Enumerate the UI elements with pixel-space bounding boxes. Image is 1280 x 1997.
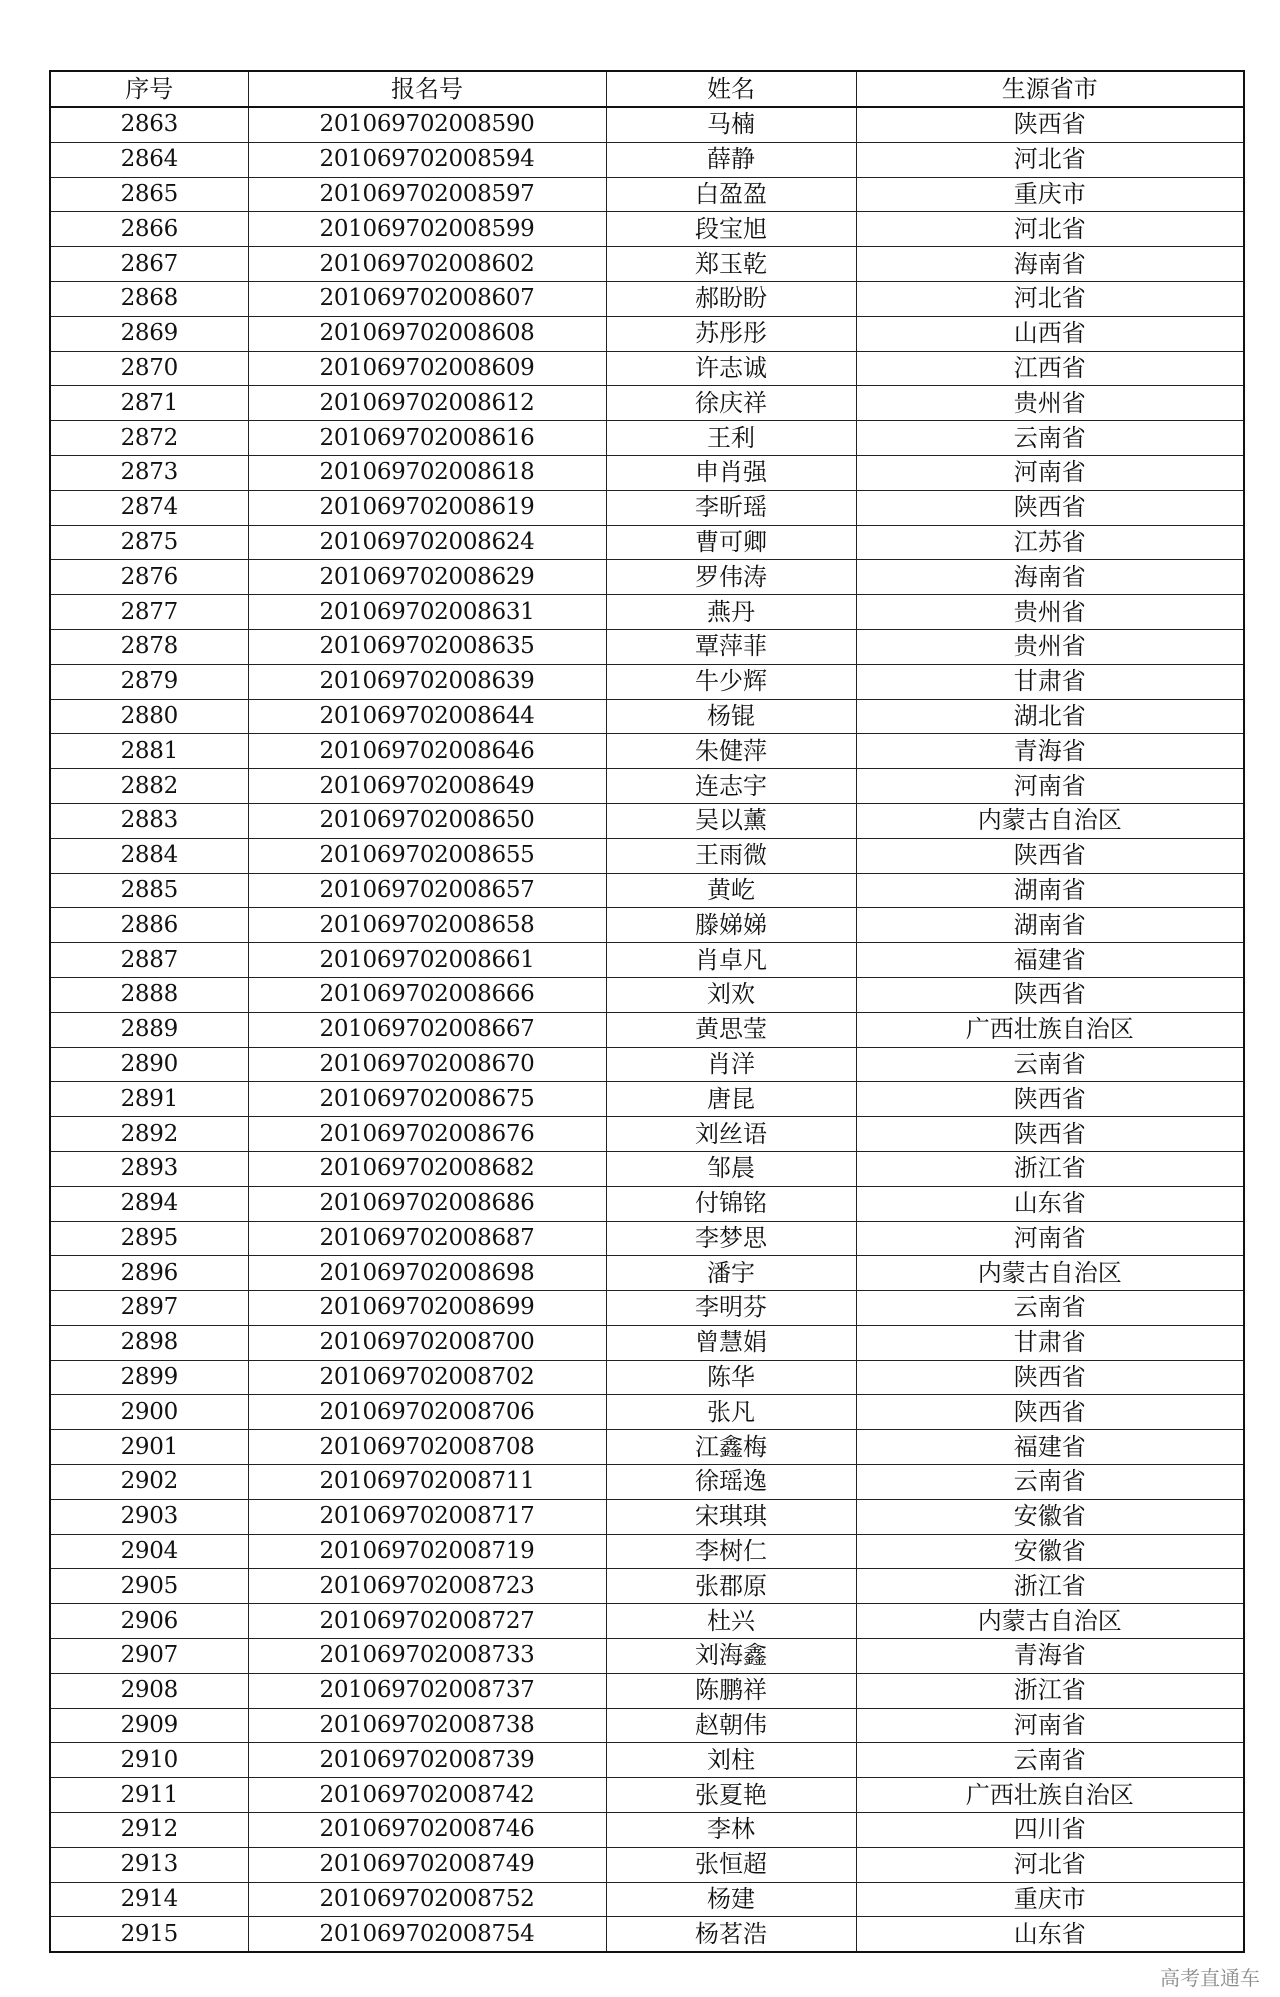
cell-serial: 2914 (50, 1882, 248, 1917)
cell-registration-no: 201069702008650 (248, 803, 606, 838)
table-row (50, 455, 1244, 490)
cell-province: 湖南省 (856, 908, 1244, 943)
cell-registration-no: 201069702008631 (248, 595, 606, 630)
cell-registration-no: 201069702008597 (248, 177, 606, 212)
cell-serial: 2909 (50, 1708, 248, 1743)
cell-name: 燕丹 (606, 595, 856, 630)
cell-registration-no: 201069702008686 (248, 1186, 606, 1221)
cell-serial: 2896 (50, 1256, 248, 1291)
cell-province: 河南省 (856, 455, 1244, 490)
cell-province: 云南省 (856, 421, 1244, 456)
table-row (50, 142, 1244, 177)
table-row (50, 1047, 1244, 1082)
cell-registration-no: 201069702008667 (248, 1012, 606, 1047)
cell-serial: 2910 (50, 1743, 248, 1778)
cell-province: 云南省 (856, 1465, 1244, 1500)
cell-name: 张凡 (606, 1395, 856, 1430)
cell-name: 邹晨 (606, 1151, 856, 1186)
cell-province: 陕西省 (856, 977, 1244, 1012)
table-row (50, 1151, 1244, 1186)
cell-province: 河北省 (856, 281, 1244, 316)
cell-serial: 2905 (50, 1569, 248, 1604)
cell-province: 山东省 (856, 1186, 1244, 1221)
cell-registration-no: 201069702008646 (248, 734, 606, 769)
cell-registration-no: 201069702008702 (248, 1360, 606, 1395)
table-body (50, 107, 1244, 1952)
table-row (50, 1743, 1244, 1778)
cell-province: 云南省 (856, 1047, 1244, 1082)
cell-registration-no: 201069702008612 (248, 386, 606, 421)
cell-province: 重庆市 (856, 1882, 1244, 1917)
cell-registration-no: 201069702008618 (248, 455, 606, 490)
table-row (50, 421, 1244, 456)
cell-registration-no: 201069702008657 (248, 873, 606, 908)
cell-serial: 2874 (50, 490, 248, 525)
cell-serial: 2883 (50, 803, 248, 838)
cell-name: 陈华 (606, 1360, 856, 1395)
cell-serial: 2877 (50, 595, 248, 630)
cell-serial: 2888 (50, 977, 248, 1012)
cell-province: 广西壮族自治区 (856, 1778, 1244, 1813)
cell-registration-no: 201069702008739 (248, 1743, 606, 1778)
cell-name: 马楠 (606, 107, 856, 142)
cell-province: 贵州省 (856, 629, 1244, 664)
cell-name: 薛静 (606, 142, 856, 177)
cell-province: 安徽省 (856, 1499, 1244, 1534)
cell-registration-no: 201069702008733 (248, 1639, 606, 1674)
cell-serial: 2871 (50, 386, 248, 421)
cell-name: 段宝旭 (606, 212, 856, 247)
cell-name: 赵朝伟 (606, 1708, 856, 1743)
cell-province: 山西省 (856, 316, 1244, 351)
table-row (50, 769, 1244, 804)
cell-serial: 2876 (50, 560, 248, 595)
cell-serial: 2890 (50, 1047, 248, 1082)
cell-serial: 2891 (50, 1082, 248, 1117)
cell-serial: 2864 (50, 142, 248, 177)
cell-name: 滕娣娣 (606, 908, 856, 943)
cell-province: 江苏省 (856, 525, 1244, 560)
cell-name: 宋琪琪 (606, 1499, 856, 1534)
cell-name: 苏彤彤 (606, 316, 856, 351)
header-registration-no: 报名号 (248, 71, 606, 107)
header-row (50, 71, 1244, 107)
cell-serial: 2870 (50, 351, 248, 386)
cell-province: 陕西省 (856, 1395, 1244, 1430)
table-row (50, 177, 1244, 212)
table-row (50, 595, 1244, 630)
cell-province: 贵州省 (856, 386, 1244, 421)
cell-province: 甘肃省 (856, 664, 1244, 699)
cell-registration-no: 201069702008706 (248, 1395, 606, 1430)
cell-serial: 2863 (50, 107, 248, 142)
table-row (50, 629, 1244, 664)
table-row (50, 490, 1244, 525)
cell-serial: 2903 (50, 1499, 248, 1534)
cell-province: 河北省 (856, 142, 1244, 177)
cell-registration-no: 201069702008675 (248, 1082, 606, 1117)
cell-name: 覃萍菲 (606, 629, 856, 664)
cell-registration-no: 201069702008676 (248, 1117, 606, 1152)
cell-registration-no: 201069702008594 (248, 142, 606, 177)
table-row (50, 943, 1244, 978)
cell-serial: 2906 (50, 1604, 248, 1639)
cell-name: 黄思莹 (606, 1012, 856, 1047)
cell-province: 云南省 (856, 1291, 1244, 1326)
cell-province: 河南省 (856, 769, 1244, 804)
cell-province: 海南省 (856, 247, 1244, 282)
cell-province: 四川省 (856, 1813, 1244, 1848)
cell-name: 杨茗浩 (606, 1917, 856, 1952)
table-row (50, 560, 1244, 595)
cell-serial: 2911 (50, 1778, 248, 1813)
cell-registration-no: 201069702008649 (248, 769, 606, 804)
cell-name: 申肖强 (606, 455, 856, 490)
cell-name: 张恒超 (606, 1847, 856, 1882)
cell-registration-no: 201069702008754 (248, 1917, 606, 1952)
cell-serial: 2873 (50, 455, 248, 490)
cell-name: 王雨微 (606, 838, 856, 873)
cell-name: 朱健萍 (606, 734, 856, 769)
cell-registration-no: 201069702008590 (248, 107, 606, 142)
cell-name: 刘欢 (606, 977, 856, 1012)
table-row (50, 281, 1244, 316)
cell-serial: 2875 (50, 525, 248, 560)
cell-serial: 2897 (50, 1291, 248, 1326)
cell-name: 刘柱 (606, 1743, 856, 1778)
cell-name: 李明芬 (606, 1291, 856, 1326)
cell-serial: 2915 (50, 1917, 248, 1952)
cell-province: 贵州省 (856, 595, 1244, 630)
cell-name: 杨锟 (606, 699, 856, 734)
cell-registration-no: 201069702008742 (248, 1778, 606, 1813)
cell-province: 陕西省 (856, 1360, 1244, 1395)
cell-serial: 2894 (50, 1186, 248, 1221)
cell-serial: 2904 (50, 1534, 248, 1569)
cell-province: 福建省 (856, 943, 1244, 978)
cell-name: 肖洋 (606, 1047, 856, 1082)
cell-serial: 2865 (50, 177, 248, 212)
table-row (50, 1291, 1244, 1326)
cell-serial: 2908 (50, 1673, 248, 1708)
cell-name: 杨建 (606, 1882, 856, 1917)
cell-registration-no: 201069702008719 (248, 1534, 606, 1569)
cell-province: 内蒙古自治区 (856, 1604, 1244, 1639)
cell-province: 青海省 (856, 734, 1244, 769)
cell-province: 湖北省 (856, 699, 1244, 734)
cell-province: 河南省 (856, 1708, 1244, 1743)
cell-registration-no: 201069702008727 (248, 1604, 606, 1639)
cell-name: 郝盼盼 (606, 281, 856, 316)
table-row (50, 525, 1244, 560)
cell-registration-no: 201069702008635 (248, 629, 606, 664)
cell-name: 陈鹏祥 (606, 1673, 856, 1708)
cell-serial: 2884 (50, 838, 248, 873)
cell-name: 李树仁 (606, 1534, 856, 1569)
cell-name: 江鑫梅 (606, 1430, 856, 1465)
table-row (50, 1708, 1244, 1743)
cell-registration-no: 201069702008682 (248, 1151, 606, 1186)
cell-registration-no: 201069702008639 (248, 664, 606, 699)
cell-name: 张夏艳 (606, 1778, 856, 1813)
cell-province: 陕西省 (856, 107, 1244, 142)
cell-name: 黄屹 (606, 873, 856, 908)
cell-serial: 2868 (50, 281, 248, 316)
cell-registration-no: 201069702008608 (248, 316, 606, 351)
table-row (50, 1882, 1244, 1917)
cell-serial: 2895 (50, 1221, 248, 1256)
cell-registration-no: 201069702008624 (248, 525, 606, 560)
cell-registration-no: 201069702008723 (248, 1569, 606, 1604)
cell-registration-no: 201069702008599 (248, 212, 606, 247)
cell-name: 刘丝语 (606, 1117, 856, 1152)
cell-name: 李林 (606, 1813, 856, 1848)
cell-registration-no: 201069702008700 (248, 1325, 606, 1360)
cell-province: 甘肃省 (856, 1325, 1244, 1360)
cell-registration-no: 201069702008670 (248, 1047, 606, 1082)
table-row (50, 1569, 1244, 1604)
cell-serial: 2899 (50, 1360, 248, 1395)
table-row (50, 1465, 1244, 1500)
cell-registration-no: 201069702008616 (248, 421, 606, 456)
cell-serial: 2879 (50, 664, 248, 699)
table-row (50, 107, 1244, 142)
cell-name: 张郡原 (606, 1569, 856, 1604)
cell-registration-no: 201069702008602 (248, 247, 606, 282)
cell-registration-no: 201069702008607 (248, 281, 606, 316)
cell-province: 浙江省 (856, 1673, 1244, 1708)
header-serial: 序号 (50, 71, 248, 107)
cell-registration-no: 201069702008687 (248, 1221, 606, 1256)
cell-registration-no: 201069702008717 (248, 1499, 606, 1534)
cell-serial: 2878 (50, 629, 248, 664)
table-row (50, 1186, 1244, 1221)
header-province: 生源省市 (856, 71, 1244, 107)
cell-province: 河南省 (856, 1221, 1244, 1256)
cell-name: 牛少辉 (606, 664, 856, 699)
roster-table (49, 70, 1245, 1953)
cell-name: 曹可卿 (606, 525, 856, 560)
cell-province: 浙江省 (856, 1569, 1244, 1604)
cell-serial: 2880 (50, 699, 248, 734)
cell-registration-no: 201069702008655 (248, 838, 606, 873)
table-row (50, 1256, 1244, 1291)
cell-name: 李梦思 (606, 1221, 856, 1256)
cell-registration-no: 201069702008746 (248, 1813, 606, 1848)
cell-registration-no: 201069702008658 (248, 908, 606, 943)
cell-registration-no: 201069702008708 (248, 1430, 606, 1465)
table-row (50, 1813, 1244, 1848)
cell-name: 罗伟涛 (606, 560, 856, 595)
cell-serial: 2901 (50, 1430, 248, 1465)
cell-registration-no: 201069702008666 (248, 977, 606, 1012)
cell-serial: 2892 (50, 1117, 248, 1152)
cell-registration-no: 201069702008749 (248, 1847, 606, 1882)
cell-serial: 2882 (50, 769, 248, 804)
table-row (50, 1534, 1244, 1569)
cell-province: 湖南省 (856, 873, 1244, 908)
cell-name: 潘宇 (606, 1256, 856, 1291)
cell-name: 白盈盈 (606, 177, 856, 212)
table-row (50, 1117, 1244, 1152)
table-row (50, 1325, 1244, 1360)
table-row (50, 316, 1244, 351)
cell-province: 陕西省 (856, 838, 1244, 873)
cell-registration-no: 201069702008698 (248, 1256, 606, 1291)
cell-name: 曾慧娟 (606, 1325, 856, 1360)
cell-serial: 2889 (50, 1012, 248, 1047)
cell-name: 唐昆 (606, 1082, 856, 1117)
table-row (50, 1082, 1244, 1117)
cell-province: 广西壮族自治区 (856, 1012, 1244, 1047)
table-row (50, 1778, 1244, 1813)
cell-serial: 2866 (50, 212, 248, 247)
cell-registration-no: 201069702008619 (248, 490, 606, 525)
table-row (50, 1917, 1244, 1952)
cell-serial: 2893 (50, 1151, 248, 1186)
cell-serial: 2887 (50, 943, 248, 978)
table-row (50, 873, 1244, 908)
cell-name: 许志诚 (606, 351, 856, 386)
cell-province: 内蒙古自治区 (856, 1256, 1244, 1291)
cell-name: 杜兴 (606, 1604, 856, 1639)
table-row (50, 1395, 1244, 1430)
cell-serial: 2902 (50, 1465, 248, 1500)
cell-registration-no: 201069702008609 (248, 351, 606, 386)
cell-registration-no: 201069702008711 (248, 1465, 606, 1500)
cell-serial: 2912 (50, 1813, 248, 1848)
cell-province: 重庆市 (856, 177, 1244, 212)
table-row (50, 977, 1244, 1012)
cell-registration-no: 201069702008629 (248, 560, 606, 595)
cell-province: 陕西省 (856, 1117, 1244, 1152)
table-row (50, 1499, 1244, 1534)
watermark-text: 高考直通车 (1160, 1966, 1260, 1990)
cell-name: 徐庆祥 (606, 386, 856, 421)
table-row (50, 1430, 1244, 1465)
cell-registration-no: 201069702008752 (248, 1882, 606, 1917)
table-row (50, 1604, 1244, 1639)
table-row (50, 1847, 1244, 1882)
table-row (50, 1673, 1244, 1708)
cell-province: 云南省 (856, 1743, 1244, 1778)
cell-name: 付锦铭 (606, 1186, 856, 1221)
cell-serial: 2898 (50, 1325, 248, 1360)
cell-province: 内蒙古自治区 (856, 803, 1244, 838)
cell-name: 王利 (606, 421, 856, 456)
table-row (50, 734, 1244, 769)
table-row (50, 664, 1244, 699)
cell-province: 江西省 (856, 351, 1244, 386)
table-row (50, 1360, 1244, 1395)
table-row (50, 351, 1244, 386)
cell-registration-no: 201069702008738 (248, 1708, 606, 1743)
cell-name: 郑玉乾 (606, 247, 856, 282)
cell-province: 福建省 (856, 1430, 1244, 1465)
cell-name: 连志宇 (606, 769, 856, 804)
table-row (50, 699, 1244, 734)
cell-province: 陕西省 (856, 490, 1244, 525)
table-row (50, 838, 1244, 873)
table-row (50, 1639, 1244, 1674)
cell-province: 青海省 (856, 1639, 1244, 1674)
cell-province: 河北省 (856, 212, 1244, 247)
table-row (50, 247, 1244, 282)
cell-registration-no: 201069702008644 (248, 699, 606, 734)
cell-province: 陕西省 (856, 1082, 1244, 1117)
cell-province: 浙江省 (856, 1151, 1244, 1186)
cell-serial: 2886 (50, 908, 248, 943)
header-name: 姓名 (606, 71, 856, 107)
table-row (50, 1221, 1244, 1256)
cell-name: 吴以薰 (606, 803, 856, 838)
cell-serial: 2885 (50, 873, 248, 908)
cell-name: 肖卓凡 (606, 943, 856, 978)
table-row (50, 803, 1244, 838)
cell-province: 海南省 (856, 560, 1244, 595)
cell-province: 河北省 (856, 1847, 1244, 1882)
cell-serial: 2907 (50, 1639, 248, 1674)
cell-serial: 2869 (50, 316, 248, 351)
table-row (50, 908, 1244, 943)
cell-serial: 2872 (50, 421, 248, 456)
cell-registration-no: 201069702008661 (248, 943, 606, 978)
table-row (50, 386, 1244, 421)
cell-province: 安徽省 (856, 1534, 1244, 1569)
cell-serial: 2913 (50, 1847, 248, 1882)
cell-serial: 2881 (50, 734, 248, 769)
table-row (50, 1012, 1244, 1047)
cell-name: 李昕瑶 (606, 490, 856, 525)
table-row (50, 212, 1244, 247)
cell-province: 山东省 (856, 1917, 1244, 1952)
cell-name: 刘海鑫 (606, 1639, 856, 1674)
cell-registration-no: 201069702008737 (248, 1673, 606, 1708)
cell-serial: 2867 (50, 247, 248, 282)
cell-registration-no: 201069702008699 (248, 1291, 606, 1326)
cell-name: 徐瑶逸 (606, 1465, 856, 1500)
cell-serial: 2900 (50, 1395, 248, 1430)
